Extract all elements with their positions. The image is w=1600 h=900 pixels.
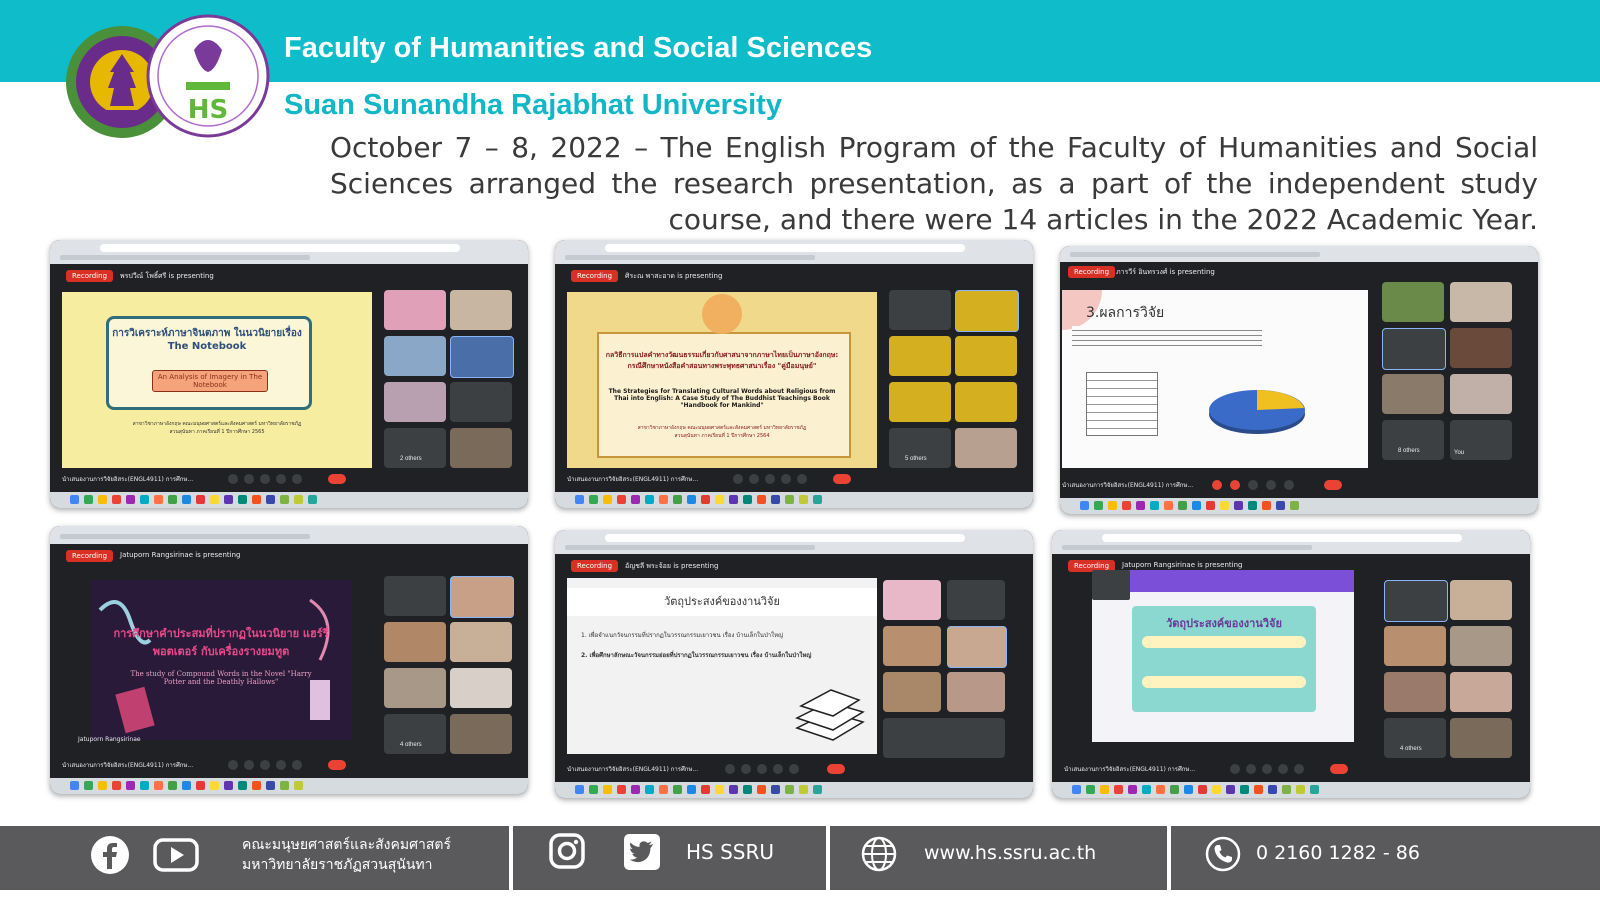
instagram-icon[interactable] (548, 832, 586, 870)
browser-chrome (50, 240, 528, 264)
participant-tile (384, 576, 446, 616)
others-count: 4 others (400, 742, 422, 748)
participant-tile (384, 714, 446, 754)
mic-button[interactable] (1230, 764, 1240, 774)
raise-hand-button[interactable] (276, 474, 286, 484)
end-call-button[interactable] (328, 760, 346, 770)
screenshot-2 (555, 240, 1033, 508)
participant-tile (1382, 420, 1444, 460)
participant-tile (889, 290, 951, 330)
mic-button[interactable] (228, 474, 238, 484)
footer-university-th: มหาวิทยาลัยราชภัฏสวนสุนันทา (242, 857, 433, 873)
phone-icon (1204, 835, 1242, 873)
browser-chrome (555, 240, 1033, 264)
browser-chrome (1060, 246, 1538, 262)
twitter-icon[interactable] (624, 834, 660, 870)
svg-text:HS: HS (187, 95, 229, 125)
screenshot-4 (50, 526, 528, 794)
footer-faculty-th: คณะมนุษยศาสตร์และสังคมศาสตร์ (242, 837, 452, 853)
camera-button[interactable] (244, 760, 254, 770)
meeting-name: นำเสนองานการวิจัยอิสระ(ENGL4911) การศึกษ... (62, 762, 194, 769)
presentation-slide (1062, 290, 1368, 468)
captions-button[interactable] (757, 764, 767, 774)
participant-tiles (889, 290, 1025, 470)
slide-title: การวิเคราะห์ภาษาจินตภาพ ในนวนิยายเรื่อง The Notebook (112, 328, 302, 352)
mac-dock (50, 778, 528, 794)
youtube-icon[interactable] (153, 835, 199, 875)
slide-footer: สาขาวิชาภาษาอังกฤษ คณะมนุษยศาสตร์และสังคมศาสตร์ มหาวิทยาลัยราชภัฏสวนสุนันทา ภาคเรียนที่ 1 ปีการศึกษา 2564 (637, 425, 807, 439)
participant-tile (384, 622, 446, 662)
canva-toolbar (1092, 570, 1354, 592)
others-count: 4 others (1400, 746, 1422, 752)
participant-tile (883, 626, 941, 666)
participant-tile (1450, 328, 1512, 368)
footer-bar (0, 826, 1600, 890)
camera-button[interactable] (1246, 764, 1256, 774)
participant-tiles (384, 290, 520, 470)
participant-tile (883, 718, 1005, 758)
participant-tile (1450, 420, 1512, 460)
others-count: 8 others (1398, 448, 1420, 454)
participant-tile (384, 290, 446, 330)
camera-button[interactable] (244, 474, 254, 484)
screenshot-1 (50, 240, 528, 508)
slide-title-en: The Strategies for Translating Cultural Words about Religious from Thai into English: A Case Study of The Buddhist Teachings Book "Handbook for Mankind" (608, 388, 836, 409)
participant-tile (1450, 626, 1512, 666)
meet-controls (555, 470, 1033, 488)
participant-tile (450, 622, 512, 662)
pie-chart (1202, 380, 1312, 440)
participant-tiles (1384, 580, 1520, 760)
recording-badge: Recording (571, 270, 618, 282)
participant-tile (450, 290, 512, 330)
others-count: 5 others (905, 456, 927, 462)
mac-dock (555, 782, 1033, 798)
mic-button[interactable] (228, 760, 238, 770)
participant-tile (1384, 672, 1446, 712)
participant-tile (947, 626, 1007, 668)
camera-button[interactable] (741, 764, 751, 774)
objective-1: 1. เพื่อจำแนกวัจนกรรมที่ปรากฏในวรรณกรรมเยาวชน เรื่อง บ้านเล็กในป่าใหญ่ (581, 632, 784, 639)
participant-tile (1450, 374, 1512, 414)
meeting-name: นำเสนองานการวิจัยอิสระ(ENGL4911) การศึกษ... (567, 766, 699, 773)
slide-title: วัตถุประสงค์ของงานวิจัย (1166, 617, 1282, 630)
presentation-slide (567, 578, 877, 754)
participant-tile (450, 382, 512, 422)
presenting-label: Jatuporn Rangsirinae is presenting (1122, 561, 1243, 569)
screenshot-3 (1060, 246, 1538, 514)
slide-title: การศึกษาคำประสมที่ปรากฏในนวนิยาย แฮร์รี่ พอตเตอร์ กับเครื่องรางยมทูต (113, 627, 329, 658)
participant-tile (883, 580, 941, 620)
slide-decoration (90, 580, 352, 740)
participant-tile (955, 290, 1019, 332)
speaker-name: Jatuporn Rangsirinae (78, 736, 141, 743)
globe-icon (860, 835, 898, 873)
raise-hand-button[interactable] (1266, 480, 1276, 490)
end-call-button[interactable] (827, 764, 845, 774)
presenting-label: ศิระณ พาสะอาด is presenting (625, 272, 723, 280)
results-table (1086, 372, 1158, 436)
participant-tile (1450, 672, 1512, 712)
phone-number[interactable]: 0 2160 1282 - 86 (1256, 842, 1420, 864)
camera-button[interactable] (1230, 480, 1240, 490)
slide-text-box (1142, 636, 1306, 648)
captions-button[interactable] (1248, 480, 1258, 490)
participant-tile (1384, 626, 1446, 666)
website-link[interactable]: www.hs.ssru.ac.th (924, 842, 1097, 864)
slide-text-box (1142, 676, 1306, 688)
mac-dock (1060, 498, 1538, 514)
presenting-label: อัญชลี พระจ้อย is presenting (625, 562, 719, 570)
participant-tile (450, 668, 512, 708)
present-button[interactable] (292, 474, 302, 484)
meet-controls (50, 470, 528, 488)
participant-tile (955, 382, 1017, 422)
mini-window (1092, 570, 1130, 600)
browser-chrome (555, 530, 1033, 554)
end-call-button[interactable] (833, 474, 851, 484)
event-description: October 7 – 8, 2022 – The English Program of the Faculty of Humanities and Social Sciences arranged the research presentation, as a part of the independent study course, and there were 14 articles in the 2022 Academic Year. (330, 131, 1538, 236)
meeting-name: นำเสนองานการวิจัยอิสระ(ENGL4911) การศึกษ... (1062, 482, 1194, 489)
recording-badge: Recording (1068, 560, 1115, 572)
footer-divider (509, 826, 513, 890)
presentation-slide (567, 292, 877, 468)
presentation-slide (62, 292, 372, 468)
presenting-label: ภารวีร์ อินทรวงศ์ is presenting (1116, 268, 1215, 276)
participant-tile (450, 576, 514, 618)
facebook-icon[interactable] (90, 835, 130, 875)
participant-tile (450, 336, 514, 378)
meeting-name: นำเสนองานการวิจัยอิสระ(ENGL4911) การศึกษ... (62, 476, 194, 483)
recording-badge: Recording (66, 550, 113, 562)
footer-divider (826, 826, 830, 890)
present-button[interactable] (1284, 480, 1294, 490)
present-button[interactable] (789, 764, 799, 774)
meet-controls (50, 756, 528, 774)
screenshot-5 (555, 530, 1033, 798)
raise-hand-button[interactable] (773, 764, 783, 774)
presenting-label: พรปวีณ์ โพธิ์ศรี is presenting (120, 272, 214, 280)
raise-hand-button[interactable] (276, 760, 286, 770)
participant-tile (1384, 718, 1446, 758)
recording-badge: Recording (571, 560, 618, 572)
participant-tile (889, 382, 951, 422)
slide-title: วัตถุประสงค์ของงานวิจัย (567, 588, 877, 616)
participant-tile (384, 428, 446, 468)
end-call-button[interactable] (328, 474, 346, 484)
participant-tile (955, 336, 1017, 376)
recording-badge: Recording (1068, 266, 1115, 278)
presenting-label: Jatuporn Rangsirinae is presenting (120, 551, 241, 559)
browser-chrome (50, 526, 528, 544)
participant-tile (947, 672, 1005, 712)
slide-text-lines (1072, 326, 1262, 350)
recording-badge: Recording (66, 270, 113, 282)
end-call-button[interactable] (1330, 764, 1348, 774)
objective-2: 2. เพื่อศึกษาลักษณะวัจนกรรมย่อยที่ปรากฏในวรรณกรรมเยาวชน เรื่อง บ้านเล็กในป่าใหญ่ (581, 652, 812, 659)
raise-hand-button[interactable] (781, 474, 791, 484)
participant-tiles (1382, 282, 1518, 462)
browser-chrome (1052, 530, 1530, 554)
participant-tile (1382, 282, 1444, 322)
university-title: Suan Sunandha Rajabhat University (284, 89, 782, 121)
participant-tile (1450, 718, 1512, 758)
participant-tile (955, 428, 1017, 468)
participant-tile (1382, 374, 1444, 414)
slide-title-en: The study of Compound Words in the Novel "Harry Potter and the Deathly Hallows" (130, 670, 312, 686)
slide-title: 3.ผลการวิจัย (1086, 305, 1165, 321)
meeting-name: นำเสนองานการวิจัยอิสระ(ENGL4911) การศึกษ... (1064, 766, 1196, 773)
participant-tiles (883, 580, 1019, 760)
participant-tile (1384, 580, 1448, 622)
captions-button[interactable] (260, 760, 270, 770)
mic-button[interactable] (1212, 480, 1222, 490)
mic-button[interactable] (733, 474, 743, 484)
participant-tile (1450, 580, 1512, 620)
screenshot-6 (1052, 530, 1530, 798)
present-button[interactable] (292, 760, 302, 770)
participant-tile (384, 382, 446, 422)
participant-tile (1382, 328, 1446, 370)
books-illustration (793, 678, 867, 746)
buddha-image (702, 294, 742, 334)
participant-tile (889, 336, 951, 376)
participant-tile (450, 714, 512, 754)
meet-controls (1052, 760, 1530, 778)
end-call-button[interactable] (1324, 480, 1342, 490)
faculty-title: Faculty of Humanities and Social Sciences (284, 32, 873, 64)
presentation-slide (1092, 570, 1354, 742)
camera-button[interactable] (749, 474, 759, 484)
participant-tile (947, 580, 1005, 620)
university-logos (66, 10, 274, 158)
mac-dock (1052, 782, 1530, 798)
participant-tile (384, 336, 446, 376)
present-button[interactable] (1294, 764, 1304, 774)
present-button[interactable] (797, 474, 807, 484)
slide-title: กลวิธีการแปลคำทางวัฒนธรรมเกี่ยวกับศาสนาจากภาษาไทยเป็นภาษาอังกฤษ: กรณีศึกษาหนังสือคำสอนทางพระพุทธศาสนาเรื่อง "คู่มือมนุษย์" (605, 351, 839, 370)
participant-tile (883, 672, 941, 712)
hs-logo (148, 16, 268, 136)
mac-dock (50, 492, 528, 508)
others-count: 2 others (400, 456, 422, 462)
meet-controls (1060, 476, 1538, 494)
slide-subtitle: An Analysis of Imagery in The Notebook (152, 370, 268, 392)
captions-button[interactable] (765, 474, 775, 484)
participant-tile (450, 428, 512, 468)
participant-tile (1450, 282, 1512, 322)
meeting-name: นำเสนองานการวิจัยอิสระ(ENGL4911) การศึกษ... (567, 476, 699, 483)
mac-dock (555, 492, 1033, 508)
raise-hand-button[interactable] (1278, 764, 1288, 774)
participant-tiles (384, 576, 520, 756)
participant-tile (889, 428, 951, 468)
meet-controls (555, 760, 1033, 778)
mic-button[interactable] (725, 764, 735, 774)
footer-divider (1167, 826, 1171, 890)
social-handle[interactable]: HS SSRU (686, 840, 775, 864)
you-label: You (1454, 450, 1465, 456)
participant-tile (384, 668, 446, 708)
presentation-slide (90, 580, 352, 740)
captions-button[interactable] (1262, 764, 1272, 774)
slide-footer: สาขาวิชาภาษาอังกฤษ คณะมนุษยศาสตร์และสังคมศาสตร์ มหาวิทยาลัยราชภัฏสวนสุนันทา ภาคเรียนที่ 1 ปีการศึกษา 2565 (132, 421, 302, 435)
captions-button[interactable] (260, 474, 270, 484)
